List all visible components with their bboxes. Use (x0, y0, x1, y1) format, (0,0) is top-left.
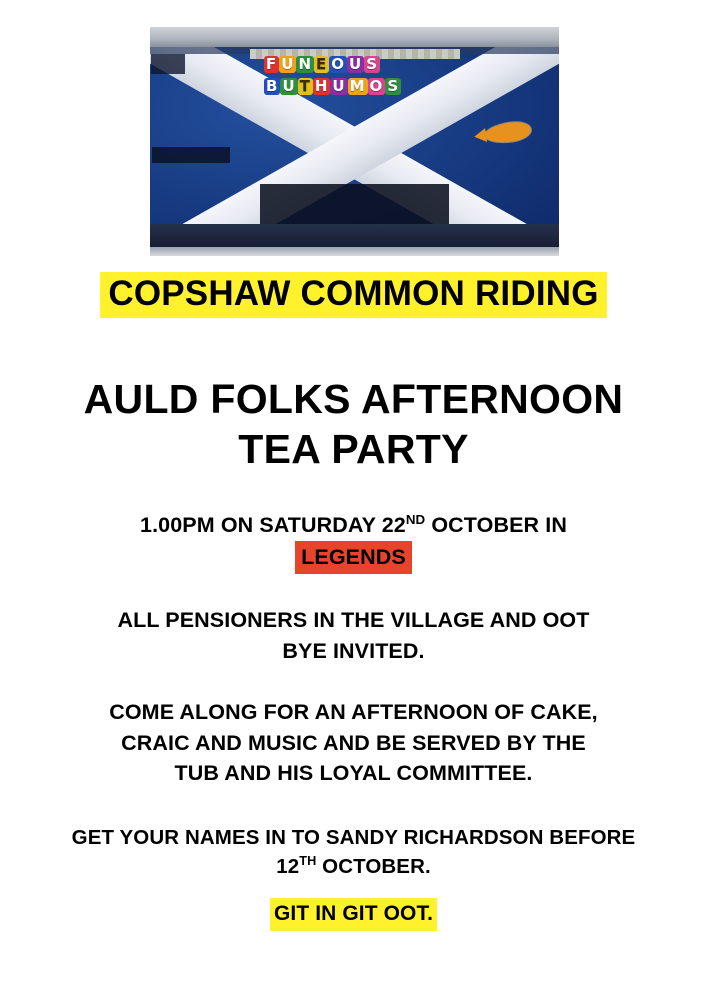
closing-tagline: GIT IN GIT OOT. (270, 898, 437, 931)
banner-row-1: F U N E O U S (266, 55, 379, 73)
photo-bottom-edge (150, 247, 559, 256)
event-subtitle-line-2: TEA PARTY (238, 426, 469, 473)
event-when-line (40, 510, 667, 541)
event-when-suffix: OCTOBER IN (425, 513, 567, 537)
rsvp-deadline-day: 12 (276, 855, 300, 879)
saltire-flag-banner-photo (150, 27, 559, 256)
comealong-line-2: CRAIC AND MUSIC AND BE SERVED BY THE (121, 730, 586, 755)
comealong-block (40, 697, 667, 789)
event-venue-line (40, 541, 667, 575)
photo-dark-opening (260, 184, 448, 226)
event-when-prefix: 1.00PM ON SATURDAY 22 (140, 513, 406, 537)
photo-ceiling-strip (150, 27, 559, 47)
event-venue: LEGENDS (295, 541, 412, 575)
title-band (0, 272, 707, 318)
event-subtitle-line-1: AULD FOLKS AFTERNOON (83, 376, 624, 422)
rsvp-deadline-month: OCTOBER. (316, 855, 431, 879)
rsvp-deadline-ordinal: TH (299, 853, 317, 869)
comealong-line-3: TUB AND HIS LOYAL COMMITTEE. (174, 761, 533, 786)
invite-block (40, 605, 667, 666)
photo-inner (150, 27, 559, 256)
event-when-ordinal: ND (405, 511, 426, 527)
rsvp-block (40, 823, 667, 881)
page-title: COPSHAW COMMON RIDING (100, 272, 606, 318)
event-when-block (40, 510, 667, 574)
photo-corner-shadow (151, 54, 185, 74)
invite-line-1: ALL PENSIONERS IN THE VILLAGE AND OOT (117, 608, 590, 632)
photo-left-dark-bar (152, 147, 230, 163)
invite-line-2: BYE INVITED. (282, 638, 425, 663)
banner-row-2: B U T H U M O S (266, 77, 400, 95)
comealong-line-1: COME ALONG FOR AN AFTERNOON OF CAKE, (109, 700, 598, 724)
rsvp-line-1: GET YOUR NAMES IN TO SANDY RICHARDSON BEFORE (71, 826, 636, 849)
closing-block (40, 898, 667, 931)
rsvp-line-2 (40, 852, 667, 881)
colour-letter-banner (262, 55, 442, 99)
event-subtitle (0, 374, 707, 474)
